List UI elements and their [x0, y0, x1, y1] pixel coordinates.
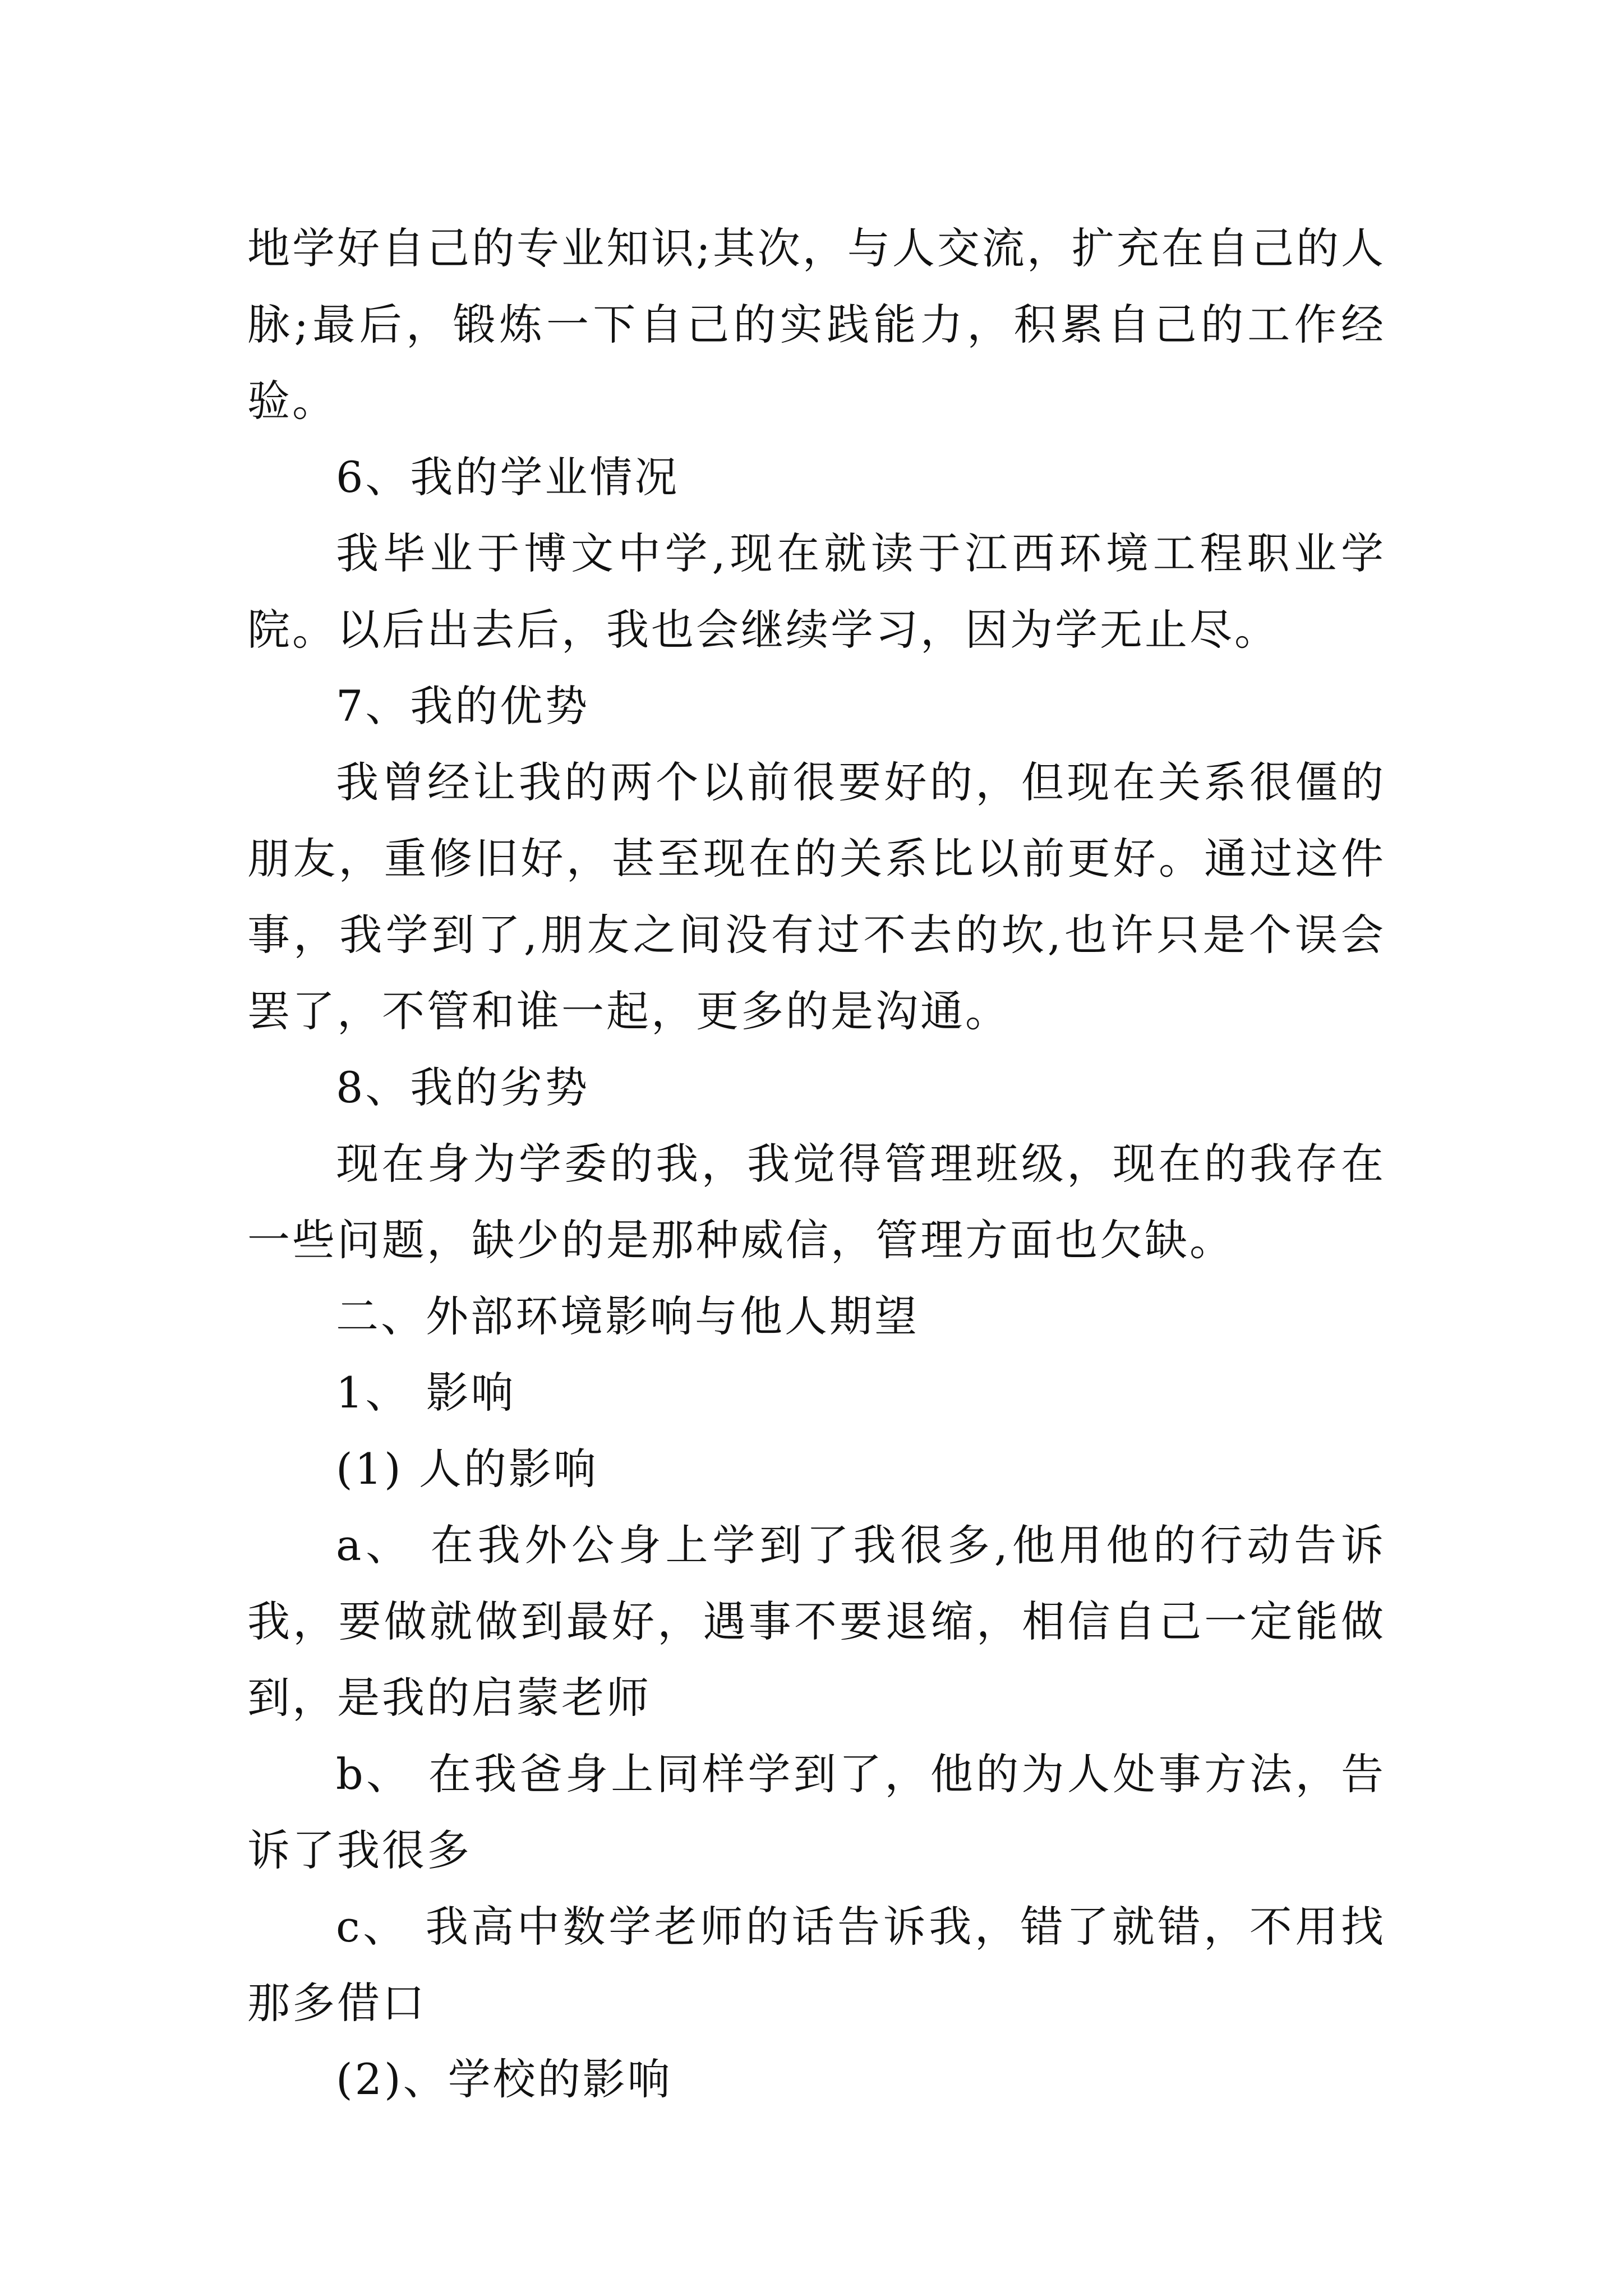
document-body: [247, 210, 1386, 2118]
paragraph-weaknesses: 现在身为学委的我，我觉得管理班级，现在的我存在一些问题，缺少的是那种威信，管理方面也欠缺。: [247, 1139, 1386, 1265]
subheading-school-influence: (2)、学校的影响: [336, 2054, 672, 2104]
heading-weaknesses: 8、我的劣势: [336, 1062, 590, 1112]
list-item-c: c、 我高中数学老师的话告诉我，错了就错，不用找那多借口: [247, 1902, 1386, 2028]
list-item-b: b、 在我爸身上同样学到了，他的为人处事方法，告诉了我很多: [247, 1749, 1386, 1875]
list-item-a: a、 在我外公身上学到了我很多,他用他的行动告诉我，要做就做到最好，遇事不要退缩，相信自己一定能做到，是我的启蒙老师: [247, 1520, 1386, 1723]
heading-strengths: 7、我的优势: [336, 681, 590, 731]
paragraph-academic-status: 我毕业于博文中学,现在就读于江西环境工程职业学院。以后出去后，我也会继续学习，因为学无止尽。: [247, 528, 1386, 655]
heading-academic-status: 6、我的学业情况: [336, 452, 680, 502]
section-heading-external-environment: 二、外部环境影响与他人期望: [336, 1291, 919, 1341]
subheading-influence: 1、 影响: [336, 1368, 516, 1418]
subheading-people-influence: (1) 人的影响: [336, 1444, 598, 1494]
paragraph-strengths: 我曾经让我的两个以前很要好的，但现在关系很僵的朋友，重修旧好，甚至现在的关系比以前更好。通过这件事，我学到了,朋友之间没有过不去的坎,也许只是个误会罢了，不管和谁一起，更多的是沟通。: [247, 757, 1386, 1036]
paragraph-continuation: 地学好自己的专业知识;其次，与人交流，扩充在自己的人脉;最后，锻炼一下自己的实践能力，积累自己的工作经验。: [247, 223, 1386, 426]
